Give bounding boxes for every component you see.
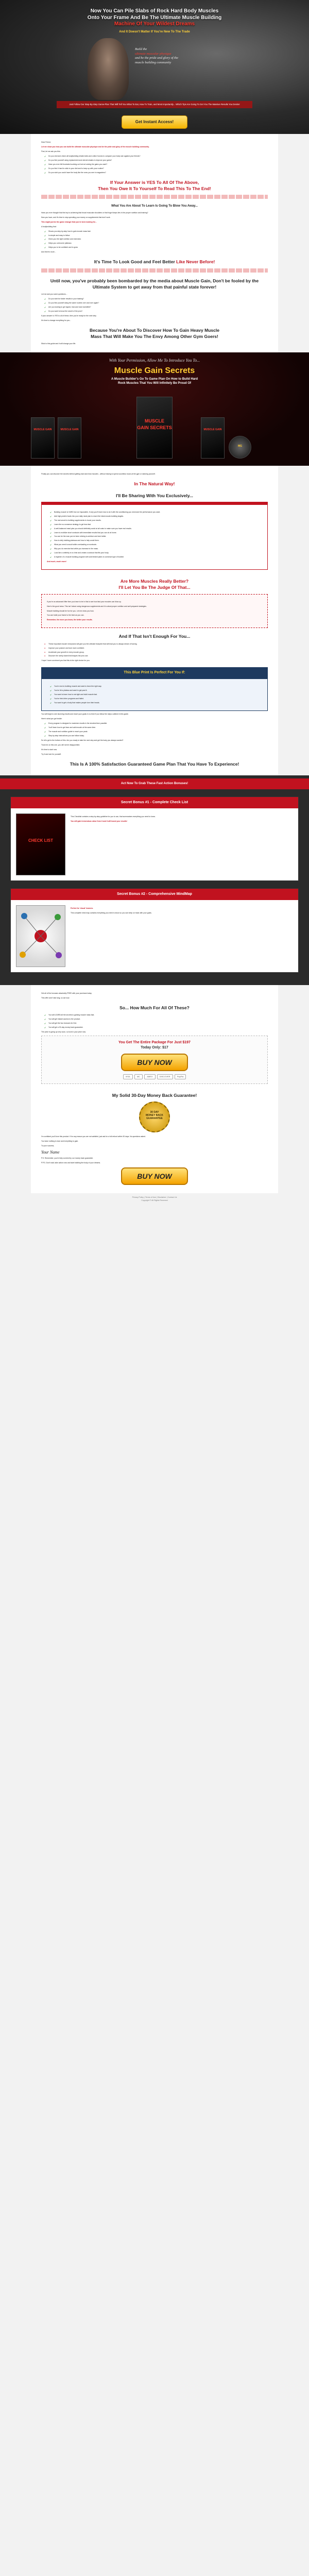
list-item: ✔ Do you find yourself using replacement and steroid shakes to improve your gains? (44, 159, 268, 162)
badge-line-3: GUARANTEE (146, 1117, 163, 1121)
footer-copyright: Copyright © All Rights Reserved (141, 1199, 168, 1201)
warning-heading-line-1: Are More Muscles Really Better? (120, 579, 189, 584)
benefits-list (50, 511, 262, 558)
card-icon: PayPal (175, 1074, 186, 1079)
intro-paragraph-1: Let me show you how you can build the ultimate muscular physique and be the pride and glory of the muscle building community. (41, 145, 149, 148)
hero-subtext-bar: Just Follow Our Step-By-Step Game-Plan That Will Tell You What To Eat, How To Train, and Most Importantly... Which Tips Are Going To Get You The Massive Results You Desire! (57, 101, 252, 108)
list-item: ✔ Are you looking to get ripped, lean and look incredible? (44, 306, 268, 309)
list-item: ✔ Step-by-step instructions you can follow today. (44, 735, 268, 737)
learn-paragraph-4: A bodybuilding that: (41, 225, 57, 228)
checklist-cover: CHECK LIST (16, 814, 65, 875)
card-icon: MC (134, 1074, 143, 1079)
list-item: ✔ Add high protein foods into your daily meal plan to reach the ideal muscle-building targets. (50, 515, 262, 518)
intro-section (41, 141, 268, 192)
list-item: ✔ You will get a 30-day money back guarantee. (44, 1026, 268, 1029)
more-heading: And If That Isn't Enough For You... (118, 634, 191, 639)
list-item: ✔ You can be the man you've been striving to achieve and look better. (50, 535, 262, 538)
hero-headline-line-2: Onto Your Frame And Be The Ultimate Muscle Building (87, 14, 222, 21)
bonus-card-2 (10, 888, 299, 973)
bonus-2-title: Secret Bonus #2 - Comprehensive MindMap (11, 889, 298, 900)
list-item: ✔ Do you wish you could have the body like the ones you see in magazines? (44, 172, 268, 174)
learn-section (41, 204, 268, 265)
list-item: ✔ Is simple and easy to follow (44, 234, 268, 237)
answer-heading (41, 179, 268, 192)
product-book-cover: MUSCLE GAIN (201, 417, 225, 459)
refund-paragraph-3: To your success, (41, 1144, 55, 1147)
guarantee-badge-icon (139, 1101, 170, 1132)
divider (41, 195, 268, 199)
warning-paragraph-4: You can build your frame to the best as you can. (47, 614, 84, 617)
guarantee-title: My Solid 30-Day Money Back Guarantee! (112, 1092, 197, 1098)
card-icon: VISA (123, 1074, 133, 1079)
list-item: ✔ Helps you to be confident and to grow (44, 246, 268, 249)
product-bundle-image (31, 392, 278, 459)
blueprint-list (50, 685, 262, 704)
discover-heading-line-2: Mass That Will Make You The Envy Among Other Gym Goers! (91, 334, 218, 339)
list-item: ✔ Do you wish for faster results in your training? (44, 298, 268, 300)
more-paragraph: I hope I have convinced you that this is the right choice for you. (41, 659, 90, 662)
sales-letter (31, 134, 278, 352)
full-price-text: You Get The Entire Package For Just $197 (118, 1040, 191, 1044)
bonus-1-desc-2: You will gain tremendous value from it and it will boost your results! (71, 820, 127, 822)
product-main-cover (136, 397, 173, 459)
hero-headline (0, 8, 309, 28)
list-item: ✔ Look like a celebrity in no time and create a workout that fits your body. (50, 552, 262, 554)
answer-heading-line-2: Then You Owe It To Yourself To Read This To The End! (98, 185, 211, 191)
blueprint-paragraph-5: It's time to start now. (41, 748, 57, 751)
bonus-1-description (71, 814, 293, 875)
answer-heading-line-1: If Your Answer is YES To All Of The Above, (110, 179, 199, 185)
product-title: Muscle Gain Secrets (114, 366, 195, 375)
hero-quote-highlight: ultimate muscular physique (135, 52, 171, 56)
bombard-paragraph-2: If your answer is YES to all of these, then you're ready for the next step. (41, 314, 97, 317)
product-subtitle (0, 378, 309, 386)
list-item: ✔ How to defy building plateaus and how to help avoid them. (50, 539, 262, 542)
sharing-heading: I'll Be Sharing With You Exclusively... (116, 493, 193, 498)
product-main-cover-line-2: GAIN SECRETS (137, 425, 172, 431)
learn-points-list (44, 230, 268, 249)
time-heading (41, 259, 268, 265)
order-box (41, 1036, 268, 1084)
blueprint-section (41, 667, 268, 767)
product-main-cover-line-1: MUSCLE (145, 418, 164, 424)
list-item: ✔ You're new to building muscle and want to learn the right way. (50, 685, 262, 688)
product-book-cover: MUSCLE GAIN (58, 417, 81, 459)
natural-paragraph: Finally you can discover the secrets behind getting hard and lean muscles - without having to spend countless hours at the gym or starving yourself. (41, 473, 156, 476)
bombard-paragraph-1: Let me ask you some questions... (41, 293, 67, 296)
list-item: ✔ You want to learn how to eat right and build muscle fast. (50, 693, 262, 696)
fast-action-bar: Act Now To Grab These Fast Action Bonuses! (0, 778, 309, 789)
discover-heading (41, 327, 268, 340)
bombard-question-list (44, 298, 268, 313)
guarantee-heading: This Is A 100% Satisfaction Guaranteed Game Plan That You Have To Experience! (70, 761, 239, 767)
learn-paragraph-1: Have you ever thought that the key to achieving that broad muscular shoulders or that huge biceps lies in the proper nutrition and training? (41, 211, 148, 214)
list-item: ✔ You will LEARN all the secrets to gaining muscle mass fast. (44, 1014, 268, 1016)
list-item: ✔ Gives you the right nutrition and exercises (44, 238, 268, 241)
blueprint-paragraph-6: Try it and see for yourself. (41, 753, 62, 755)
hero-quote-line-4: muscle building community (135, 60, 171, 64)
bombard-paragraph-3: It's time to change everything for you... (41, 319, 72, 321)
order-paragraph-2: This offer won't last long, so act now. (41, 996, 70, 999)
list-item: ✔ You will get the two bonuses for free. (44, 1022, 268, 1025)
payment-cards (47, 1074, 262, 1079)
bonus-2-description (71, 905, 293, 967)
refund-paragraph-1: I'm confident you'll love this product. If for any reason you are not satisfied, just ask for a full refund within 30 days. No questions asked. (41, 1136, 146, 1138)
list-item: ✔ Shows you step-by-step how to gain muscle mass fast (44, 230, 268, 233)
list-item: ✔ A regimen of a muscle building program with solid tested plans to construct type of bodies! (50, 556, 262, 558)
list-item: ✔ Do you find yourself doing the same routine over and over again? (44, 302, 268, 304)
list-item: ✔ Do you want to know the secret of the pros? (44, 310, 268, 313)
badge-line-2: MONEY BACK (145, 1114, 164, 1117)
warning-paragraph-3: Muscle building should be fun for you. Let me show you how. (47, 609, 94, 612)
list-item: ✔ Every program is designed to maximize results in the shortest time possible. (44, 722, 268, 725)
bonus-1-title: Secret Bonus #1 - Complete Check List (11, 797, 298, 808)
blueprint-paragraph-2: Here's what you get inside: (41, 718, 62, 720)
bombard-section (41, 278, 268, 346)
hero-portrait-image (88, 38, 129, 100)
product-intro: With Your Permission, Allow Me To Introduce You To... (109, 358, 200, 363)
blueprint-paragraph-1: You will begin to see stunning results and reach your goals in no time if you follow the steps outlined in this guide. (41, 713, 129, 716)
footer (0, 1193, 309, 1205)
list-item: ✔ Helps you overcome plateaus (44, 242, 268, 245)
bonus-2-desc-2: This complete mind map contains everything you need to know so you can keep on track with your goals. (71, 911, 152, 914)
bonus-1-desc-1: This Checklist contains a step-by-step guideline for you to use, that summarizes everything you need to know. (71, 815, 156, 818)
intro-paragraph-2: First, let me ask you this: (41, 150, 61, 152)
product-subtitle-line-2: Rock Muscles That You Will Infinitely Be Proud Of (117, 381, 192, 385)
learn-heading: What You Are About To Learn Is Going To Blow You Away... (111, 205, 198, 208)
product-book-cover: MUSCLE GAIN (31, 417, 55, 459)
time-heading-part-1: It's Time To Look Good and Feel Better (94, 259, 175, 265)
list-item: ✔ Learn the no-nonsense strategy to get lean fast. (50, 523, 262, 526)
blueprint-title: This Blue Print Is Perfect For You If: (41, 667, 268, 679)
footer-links[interactable]: Privacy Policy | Terms of Use | Disclaimer | Contact Us (132, 1196, 177, 1199)
bombard-heading: Until now, you've probably been bombarded by the media about Muscle Gain, Don't be fooled by the Ultimate System to get away from that painful state forever! (50, 278, 259, 290)
list-item: ✔ You've hit a plateau and want to get past it. (50, 689, 262, 692)
intro-question-list (44, 155, 268, 174)
hero-headline-line-3: Machine Of Your Wildest Dreams (114, 21, 195, 27)
greeting: Dear Friend, (41, 141, 51, 143)
hero-banner (0, 0, 309, 134)
bonus-section (0, 775, 309, 985)
warning-heading (41, 578, 268, 591)
warning-paragraph-5: Remember, the more you know, the better your results. (47, 619, 93, 621)
badge-line-1: 30 DAY (150, 1111, 159, 1114)
list-item: ● Improve your posture and look more confident. (44, 647, 268, 650)
list-item: ✔ You will get instant access to the product. (44, 1018, 268, 1021)
hero-quote-line-1: Build the (135, 47, 147, 51)
list-item: ✔ Why you do exercise fast while you increase in the mass. (50, 548, 262, 550)
blueprint-paragraph-4: Trust me on this one, you will not be disappointed. (41, 743, 80, 746)
mindmap-cover (16, 905, 65, 967)
list-item: ✔ The muscle and nutrition guide to reach your peak. (44, 731, 268, 733)
bonus-card-1 (10, 796, 299, 881)
learn-paragraph-5: And there's more... (41, 251, 56, 253)
list-item: ✔ What you need to avoid while overloading on workouts. (50, 544, 262, 546)
warning-paragraph-2: Here's the good news: This isn't about using dangerous supplements and it is about proper nutrition and well-prepared strategies. (47, 605, 147, 607)
hero-headline-line-1: Now You Can Pile Slabs of Rock Hard Body Muscles (90, 8, 219, 14)
hero-quote (135, 47, 212, 65)
mindmap-icon (16, 906, 65, 967)
benefits-box (41, 502, 268, 570)
more-list (44, 643, 268, 658)
list-item: ✔ The real secret to building supplements to boost your results. (50, 519, 262, 522)
list-item: ✔ Have you ever felt frustrated working out but not seeing the gains you want? (44, 163, 268, 166)
list-item: ✔ Do you find it hard to stick to your diet and to keep up with your routine? (44, 167, 268, 170)
list-item: ✔ Learn to mobilize short workouts with immediate results that you can do at home. (50, 532, 262, 534)
time-heading-part-2: Like Never Before! (176, 259, 215, 265)
list-item: ✔ You'll learn how to get lean and add muscle at the same time. (44, 726, 268, 729)
list-item: ● These important muscle meal plans will give you the ultimate blueprint that will lead you to always dream of having. (44, 643, 268, 646)
price-question-heading: So... How Much For All Of These? (119, 1005, 190, 1010)
ps-2: P.P.S. Don't wait, take action now and start building the body of your dreams. (41, 1162, 101, 1164)
warning-section (41, 578, 268, 628)
get-instant-access-button[interactable]: Get Instant Access! (122, 115, 187, 129)
hero-quote-line-3: and be the pride and glory of the (135, 56, 178, 60)
list-item: ✔ Building muscle is HARD but not impossible, if only you'll learn how to do it with the conditioning you need and the performance you want. (50, 511, 262, 514)
more-section (41, 633, 268, 662)
product-disc: MG (229, 436, 251, 459)
list-item: ✔ Do you visit and check all bodybuilding related sites and online forums to compare your body size against your friends? (44, 155, 268, 158)
product-showcase (0, 352, 309, 466)
learn-paragraph-3: This might just be the game changer that you've been looking for... (41, 221, 97, 223)
bombard-paragraph-4: Stick to this guide and it will change your life. (41, 343, 76, 345)
inside-list (44, 722, 268, 737)
sale-price-text: Today Only: $17 (141, 1045, 168, 1049)
divider (41, 268, 268, 273)
blueprint-box (41, 679, 268, 711)
list-item: ✔ A well-balanced meal plan you should definitely avoid at all costs to make sure you have real results. (50, 528, 262, 530)
order-section (31, 985, 278, 1194)
ps-1: P.S. Remember, you're fully covered by our money back guarantee. (41, 1157, 94, 1160)
order-paragraph-3: The price is going up very soon, so lock in your price now. (41, 1030, 86, 1033)
order-list (44, 1014, 268, 1029)
sales-letter-2 (31, 466, 278, 775)
warning-paragraph-1: If you're an advanced lifter then you have to be in this to see how fast your muscles can blow up. (47, 600, 122, 603)
product-subtitle-line-1: A Muscle Builder's Go To Game Plan On How to Build Hard (111, 378, 198, 381)
learn-paragraph-2: Now you have, and it's time to stop spending your money on supplements that don't work. (41, 216, 111, 218)
benefits-note: And much, much more! (47, 561, 66, 563)
list-item: ✔ You've tried other programs and failed. (50, 698, 262, 700)
hero-quote-line-2 (135, 52, 212, 57)
buy-now-button[interactable]: BUY NOW (121, 1054, 188, 1071)
signature: Your Name (41, 1149, 60, 1155)
warning-heading-line-2: I'll Let You Be The Judge Of That... (118, 585, 191, 590)
natural-heading: In The Natural Way! (134, 481, 175, 487)
card-icon: DISCOVER (157, 1074, 173, 1079)
refund-paragraph-2: You have nothing to lose and everything to gain. (41, 1140, 79, 1142)
list-item: ✔ You want to get a body that makes people turn their heads. (50, 702, 262, 704)
discover-heading-line-1: Because You're About To Discover How To Gain Heavy Muscle (90, 327, 219, 333)
list-item: ● Discover the rarely shared techniques the pros use. (44, 655, 268, 657)
buy-now-button-bottom[interactable]: BUY NOW (121, 1167, 188, 1185)
warning-box (41, 594, 268, 629)
card-icon: AMEX (144, 1074, 155, 1079)
order-paragraph-1: Get all of the bonuses absolutely FREE with your purchase today. (41, 992, 92, 994)
hero-tagline: And It Doesn't Matter If You're New To The Trade (119, 30, 190, 33)
blueprint-paragraph-3: So let's get to the bottom of this. Are you ready to take the next step and get the body you always wanted? (41, 739, 124, 741)
bonus-2-desc-1: Perfect for 'visual' learners. (71, 907, 94, 909)
list-item: ● Accelerate your growth in every muscle group. (44, 651, 268, 654)
